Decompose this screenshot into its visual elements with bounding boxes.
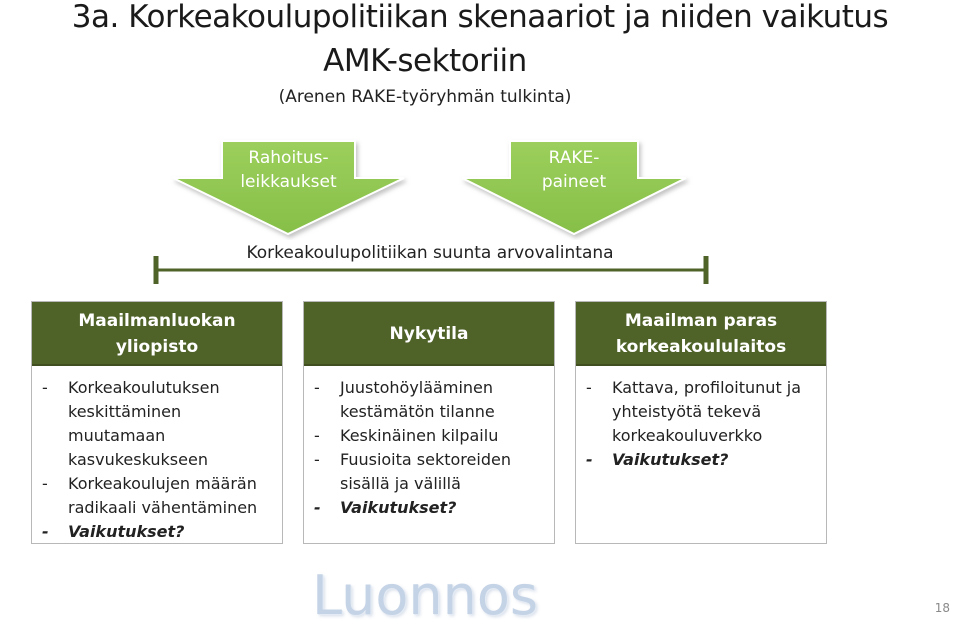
list-item — [314, 448, 548, 496]
list-item-line: - Vaikutukset? — [68, 522, 185, 541]
arrow-rahoitus-line2: leikkaukset — [240, 172, 337, 192]
scenario-box-best-system — [575, 301, 827, 544]
arrow-rake-line2: paineet — [541, 172, 607, 192]
list-item — [42, 472, 276, 520]
arrow-rake — [510, 146, 638, 194]
list-item-line: - Fuusioita sektoreiden — [340, 450, 511, 469]
arrow-shapes — [0, 0, 960, 240]
draft-watermark: Luonnos — [312, 564, 539, 627]
list-item-line: - Juustohöylääminen — [340, 378, 494, 397]
list-item-line: - Korkeakoulujen määrän — [68, 474, 257, 493]
list-item-line: - Vaikutukset? — [340, 498, 457, 517]
box-header-line2: yliopisto — [115, 337, 199, 357]
arrow-rahoitus — [222, 146, 355, 194]
box-header-line1: Maailman paras — [624, 311, 778, 331]
arrow-rahoitus-line1: Rahoitus- — [248, 148, 329, 168]
scenario-box-world-class — [31, 301, 283, 544]
list-item — [314, 376, 548, 424]
box-header — [304, 302, 554, 366]
scenario-box-current-state — [303, 301, 555, 544]
arrow-rake-line1: RAKE- — [548, 148, 600, 168]
box-header-line1: Maailmanluokan — [78, 311, 236, 331]
box-list — [32, 366, 282, 544]
box-header-line1: Nykytila — [389, 324, 469, 344]
box-header-line2: korkeakoululaitos — [615, 337, 787, 357]
list-item — [586, 376, 820, 448]
list-item-line: keskittäminen — [68, 402, 182, 421]
list-item-line: kasvukeskukseen — [68, 450, 208, 469]
list-item-line: muutamaan — [68, 426, 166, 445]
slide-title-line2: AMK-sektoriin — [323, 43, 527, 79]
list-item-effects — [314, 496, 548, 520]
list-item-line: korkeakouluverkko — [612, 426, 763, 445]
list-item-line: yhteistyötä tekevä — [612, 402, 762, 421]
axis-line — [140, 250, 730, 290]
box-header — [576, 302, 826, 366]
list-item-line: - Korkeakoulutuksen — [68, 378, 220, 397]
slide-subtitle: (Arenen RAKE-työryhmän tulkinta) — [278, 87, 572, 107]
list-item-effects — [42, 520, 276, 544]
list-item-line: sisällä ja välillä — [340, 474, 461, 493]
list-item-effects — [586, 448, 820, 472]
list-item-line: - Vaikutukset? — [612, 450, 729, 469]
box-list — [576, 366, 826, 472]
list-item — [42, 376, 276, 472]
box-list — [304, 366, 554, 520]
box-header — [32, 302, 282, 366]
list-item-line: kestämätön tilanne — [340, 402, 495, 421]
axis-label: Korkeakoulupolitiikan suunta arvovalintana — [246, 243, 614, 263]
slide-title-line1: 3a. Korkeakoulupolitiikan skenaariot ja niiden vaikutus — [71, 0, 889, 35]
page-number: 18 — [934, 601, 950, 615]
list-item-line: - Kattava, profiloitunut ja — [612, 378, 802, 397]
list-item-line: - Keskinäinen kilpailu — [340, 426, 499, 445]
list-item-line: radikaali vähentäminen — [68, 498, 258, 517]
list-item — [314, 424, 548, 448]
